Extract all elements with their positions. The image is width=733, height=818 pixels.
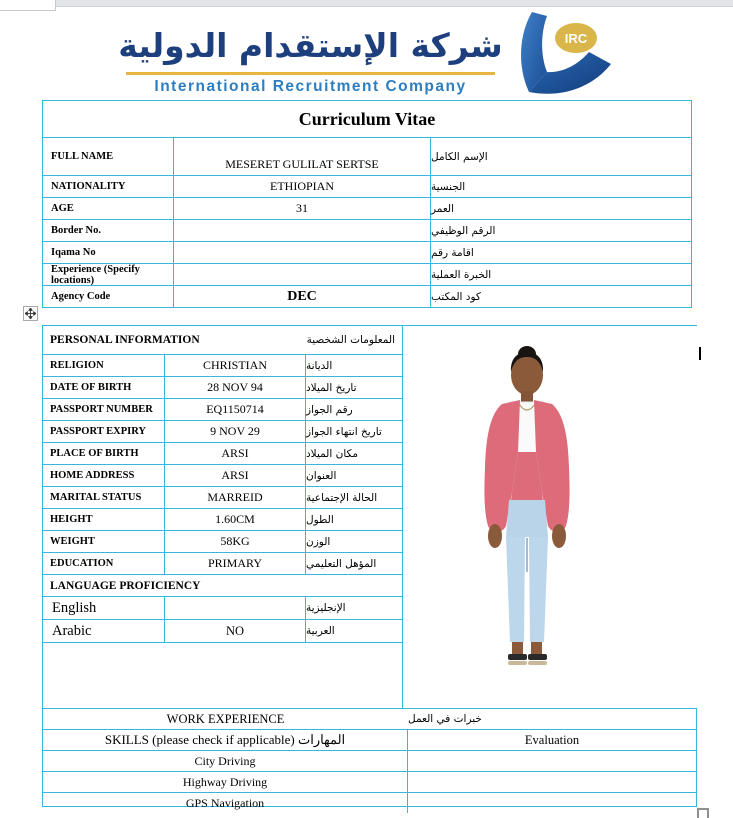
row-place-of-birth bbox=[43, 442, 402, 464]
field-value[interactable]: MARREID bbox=[164, 487, 306, 508]
language-name-arabic: الإنجليزية bbox=[306, 602, 346, 614]
field-value[interactable]: 9 NOV 29 bbox=[164, 421, 306, 442]
row-weight bbox=[43, 530, 402, 552]
personal-info-region bbox=[43, 326, 403, 708]
company-name-english: International Recruitment Company bbox=[154, 78, 467, 95]
field-label-arabic: الوزن bbox=[306, 535, 331, 548]
move-cross-icon bbox=[25, 308, 36, 319]
row-education bbox=[43, 552, 402, 574]
candidate-photo bbox=[404, 326, 698, 708]
field-label-arabic: مكان الميلاد bbox=[306, 447, 358, 460]
field-label-arabic: المؤهل التعليمي bbox=[306, 557, 377, 570]
text-cursor bbox=[699, 347, 701, 360]
irc-logo-icon bbox=[505, 4, 613, 94]
field-label: Experience (Specify locations) bbox=[51, 263, 140, 286]
work-experience-section bbox=[43, 708, 696, 813]
field-label: DATE OF BIRTH bbox=[50, 382, 132, 393]
table-row-iqama-no bbox=[43, 241, 691, 263]
table-row-nationality bbox=[43, 175, 691, 197]
candidate-photo-figure bbox=[432, 342, 622, 690]
skill-row-city-driving bbox=[43, 750, 696, 771]
evaluation-header: Evaluation bbox=[524, 732, 580, 747]
field-label: MARITAL STATUS bbox=[50, 492, 142, 503]
field-label: HEIGHT bbox=[50, 514, 93, 525]
field-label: PASSPORT NUMBER bbox=[50, 404, 153, 415]
field-value[interactable]: ETHIOPIAN bbox=[173, 176, 431, 197]
field-value[interactable] bbox=[173, 242, 431, 263]
field-label: Agency Code bbox=[51, 291, 111, 302]
language-name-arabic: العربية bbox=[306, 625, 335, 637]
field-label-arabic: الحالة الإجتماعية bbox=[306, 491, 378, 504]
work-experience-header-row bbox=[43, 708, 696, 729]
skills-header-row bbox=[43, 729, 696, 750]
field-label-arabic: رقم الجواز bbox=[306, 403, 353, 416]
section-title: PERSONAL INFORMATION bbox=[50, 334, 200, 346]
language-value[interactable] bbox=[164, 597, 306, 619]
row-date-of-birth bbox=[43, 376, 402, 398]
field-label: PLACE OF BIRTH bbox=[50, 448, 139, 459]
section-title-arabic: المعلومات الشخصية bbox=[306, 334, 395, 346]
personal-info-header-row bbox=[43, 326, 402, 354]
field-label-arabic: تاريخ الميلاد bbox=[306, 381, 357, 394]
table-row-agency-code bbox=[43, 285, 691, 307]
brand-underline bbox=[126, 72, 495, 75]
field-label-arabic: العمر bbox=[431, 202, 455, 215]
field-value[interactable] bbox=[173, 264, 431, 285]
field-value[interactable]: MESERET GULILAT SERTSE bbox=[173, 138, 431, 175]
field-value[interactable]: DEC bbox=[173, 286, 431, 307]
field-label: FULL NAME bbox=[51, 151, 114, 162]
page-corner-notch bbox=[0, 0, 56, 11]
field-label: RELIGION bbox=[50, 360, 104, 371]
field-value[interactable]: EQ1150714 bbox=[164, 399, 306, 420]
personal-info-table bbox=[42, 325, 697, 810]
field-label-arabic: تاريخ انتهاء الجواز bbox=[306, 425, 382, 438]
row-home-address bbox=[43, 464, 402, 486]
field-label-arabic: الرقم الوظيفي bbox=[431, 224, 496, 237]
skill-evaluation[interactable] bbox=[408, 793, 696, 813]
field-label: WEIGHT bbox=[50, 536, 95, 547]
table-move-handle[interactable] bbox=[23, 306, 38, 321]
document-title: Curriculum Vitae bbox=[298, 108, 436, 129]
table-row-full-name bbox=[43, 137, 691, 175]
skill-evaluation[interactable] bbox=[408, 772, 696, 792]
field-label: Iqama No bbox=[51, 247, 96, 258]
field-label: Border No. bbox=[51, 225, 101, 236]
row-language-arabic bbox=[43, 619, 402, 642]
field-label: PASSPORT EXPIRY bbox=[50, 426, 147, 437]
field-label-arabic: الخبرة العملية bbox=[431, 268, 492, 281]
language-name: Arabic bbox=[52, 622, 92, 639]
company-name-arabic: شركة الإستقدام الدولية bbox=[118, 26, 503, 65]
field-value[interactable] bbox=[173, 220, 431, 241]
field-label: AGE bbox=[51, 203, 74, 214]
field-value[interactable]: ARSI bbox=[164, 465, 306, 486]
skill-evaluation[interactable] bbox=[408, 751, 696, 771]
table-resize-handle[interactable] bbox=[697, 808, 709, 818]
language-value[interactable]: NO bbox=[164, 620, 306, 642]
field-label: NATIONALITY bbox=[51, 181, 126, 192]
table-row-experience bbox=[43, 263, 691, 285]
field-value[interactable]: 1.60CM bbox=[164, 509, 306, 530]
field-label-arabic: الجنسية bbox=[431, 180, 466, 193]
skill-row-gps-navigation bbox=[43, 792, 696, 813]
skills-header: SKILLS (please check if applicable) المهارات bbox=[43, 730, 408, 750]
field-label-arabic: كود المكتب bbox=[431, 290, 481, 303]
row-religion bbox=[43, 354, 402, 376]
language-proficiency-header: LANGUAGE PROFICIENCY bbox=[43, 574, 402, 596]
row-language-english bbox=[43, 596, 402, 619]
skill-row-highway-driving bbox=[43, 771, 696, 792]
field-value[interactable]: CHRISTIAN bbox=[164, 355, 306, 376]
field-value[interactable]: 58KG bbox=[164, 531, 306, 552]
field-value[interactable]: PRIMARY bbox=[164, 553, 306, 574]
work-experience-title-arabic: خبرات في العمل bbox=[408, 713, 482, 725]
work-experience-title: WORK EXPERIENCE bbox=[166, 711, 285, 726]
row-marital-status bbox=[43, 486, 402, 508]
skill-name: City Driving bbox=[43, 751, 408, 771]
field-value[interactable]: 28 NOV 94 bbox=[164, 377, 306, 398]
field-label: EDUCATION bbox=[50, 558, 114, 569]
language-name: English bbox=[52, 599, 97, 616]
field-value[interactable]: ARSI bbox=[164, 443, 306, 464]
row-passport-number bbox=[43, 398, 402, 420]
table-row-age bbox=[43, 197, 691, 219]
logo-monogram: IRC bbox=[564, 31, 588, 46]
company-brand bbox=[118, 22, 503, 96]
skill-name: Highway Driving bbox=[43, 772, 408, 792]
field-value[interactable]: 31 bbox=[173, 198, 431, 219]
skill-name: GPS Navigation bbox=[43, 793, 408, 813]
empty-cell bbox=[43, 642, 402, 643]
row-passport-expiry bbox=[43, 420, 402, 442]
page-top-edge bbox=[0, 0, 733, 7]
row-height bbox=[43, 508, 402, 530]
field-label-arabic: العنوان bbox=[306, 469, 337, 482]
field-label: HOME ADDRESS bbox=[50, 470, 135, 481]
cv-header-table bbox=[42, 100, 692, 308]
field-label-arabic: اقامة رقم bbox=[431, 246, 474, 259]
table-row-border-no bbox=[43, 219, 691, 241]
field-label-arabic: الطول bbox=[306, 513, 334, 526]
field-label-arabic: الإسم الكامل bbox=[431, 150, 488, 163]
field-label-arabic: الديانة bbox=[306, 359, 333, 372]
